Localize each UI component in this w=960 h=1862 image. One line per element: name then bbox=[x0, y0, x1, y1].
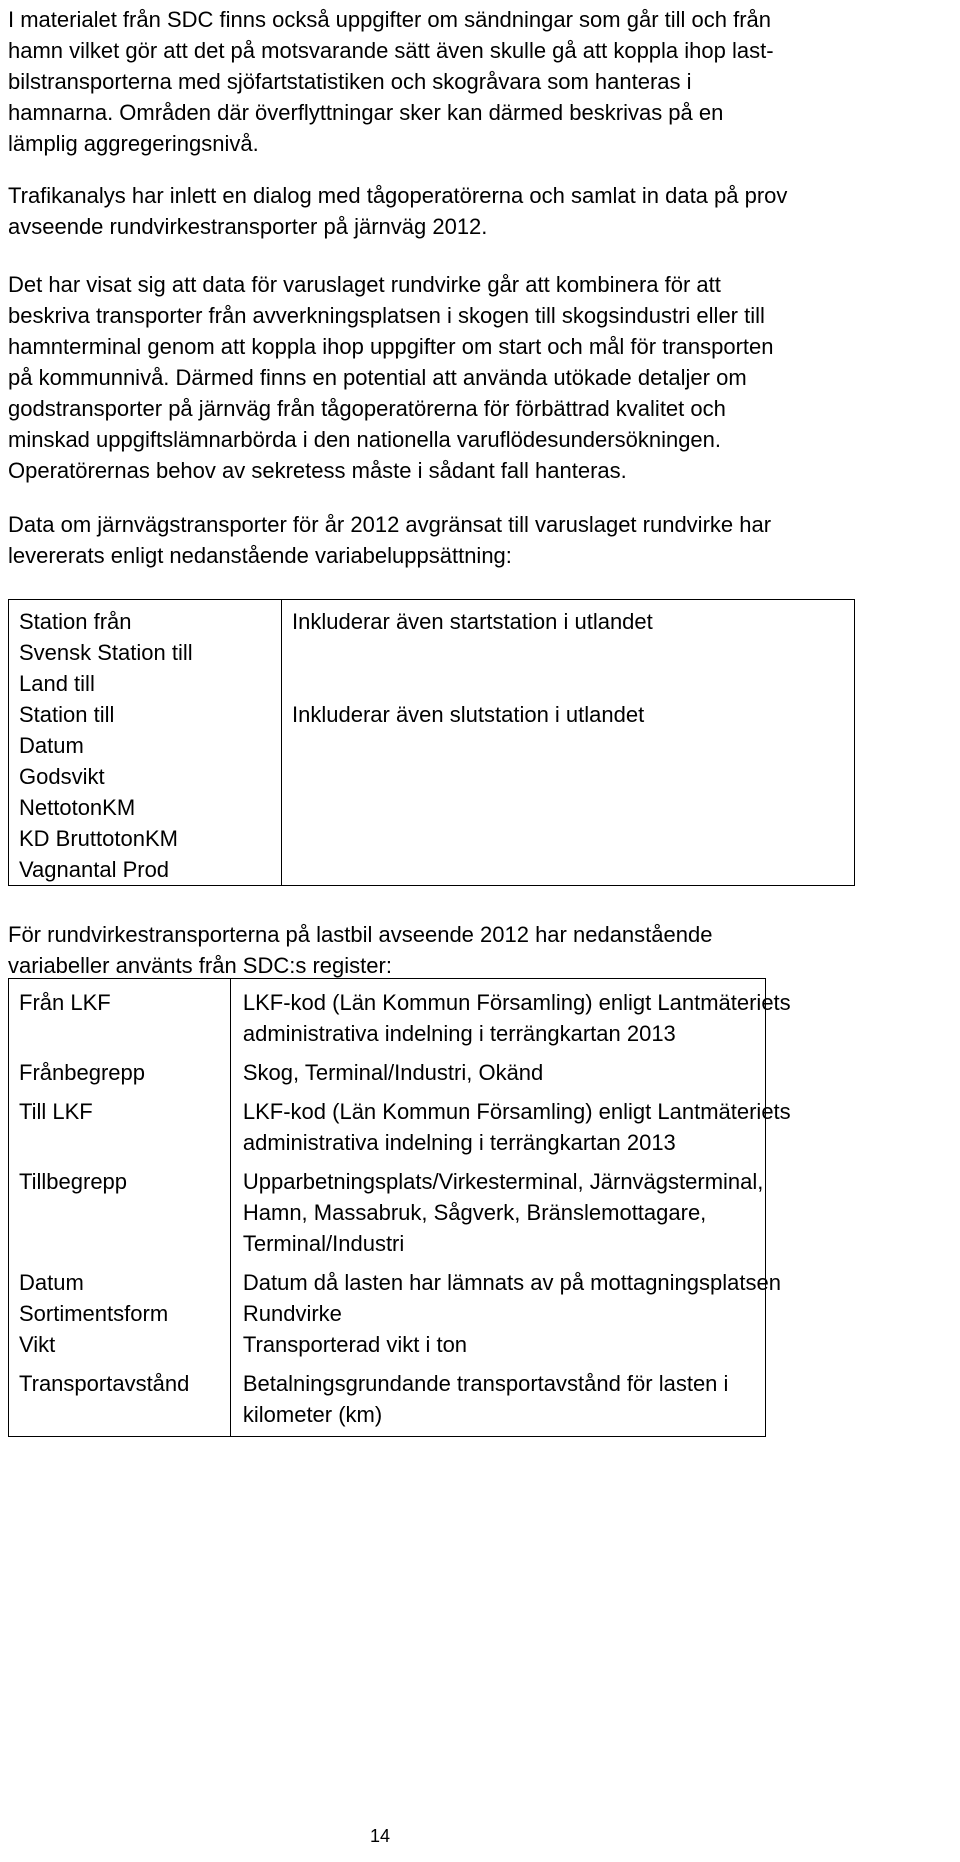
truck-description-line: LKF-kod (Län Kommun Församling) enligt Lantmäteriets bbox=[242, 1099, 791, 1124]
text-line: på kommunnivå. Därmed finns en potential att använda utökade detaljer om bbox=[8, 365, 747, 390]
table-row bbox=[9, 1049, 766, 1088]
truck-description-line: Datum då lasten har lämnats av på mottagningsplatsen bbox=[242, 1270, 781, 1295]
truck-description-line: kilometer (km) bbox=[242, 1402, 383, 1427]
truck-variable-label: Sortimentsform bbox=[19, 1301, 169, 1326]
rail-note: Inkluderar även slutstation i utlandet bbox=[292, 702, 645, 727]
truck-variable-label: Till LKF bbox=[19, 1099, 93, 1124]
rail-variable: Datum bbox=[19, 733, 84, 758]
text-line: Trafikanalys har inlett en dialog med tågoperatörerna och samlat in data på prov bbox=[8, 183, 788, 208]
rail-note bbox=[292, 792, 844, 823]
rail-note bbox=[292, 730, 844, 761]
paragraph-trafikanalys-dialog bbox=[8, 180, 948, 242]
rail-note bbox=[292, 854, 844, 885]
truck-variable bbox=[9, 1329, 231, 1360]
text-line: lämplig aggregeringsnivå. bbox=[8, 131, 259, 156]
rail-notes-column bbox=[282, 600, 855, 886]
rail-variables-column bbox=[9, 600, 282, 886]
truck-description-line: Hamn, Massabruk, Sågverk, Bränslemottagare, bbox=[242, 1200, 707, 1225]
rail-variable: Godsvikt bbox=[19, 764, 105, 789]
rail-variable: Land till bbox=[19, 671, 95, 696]
text-line: beskriva transporter från avverkningsplatsen i skogen till skogsindustri eller till bbox=[8, 303, 765, 328]
table-row bbox=[9, 1259, 766, 1298]
text-line: hamn vilket gör att det på motsvarande sätt även skulle gå att koppla ihop last- bbox=[8, 38, 774, 63]
truck-variable bbox=[9, 1259, 231, 1298]
rail-variable: Station från bbox=[19, 609, 132, 634]
truck-description bbox=[230, 1158, 765, 1259]
text-line: hamnarna. Områden där överflyttningar sker kan därmed beskrivas på en bbox=[8, 100, 724, 125]
table-row bbox=[9, 1158, 766, 1259]
rail-note: Inkluderar även startstation i utlandet bbox=[292, 609, 653, 634]
rail-note bbox=[292, 761, 844, 792]
truck-description-line: administrativa indelning i terrängkartan 2013 bbox=[242, 1021, 676, 1046]
rail-note bbox=[292, 823, 844, 854]
truck-variable-label: Vikt bbox=[19, 1332, 56, 1357]
truck-variable bbox=[9, 1088, 231, 1158]
truck-description bbox=[230, 1049, 765, 1088]
truck-description-line: Rundvirke bbox=[242, 1301, 342, 1326]
truck-variable bbox=[9, 1158, 231, 1259]
rail-variables-table bbox=[8, 599, 855, 886]
truck-variable bbox=[9, 1298, 231, 1329]
truck-description-line: Transporterad vikt i ton bbox=[242, 1332, 468, 1357]
rail-variable: Vagnantal Prod bbox=[19, 857, 170, 882]
truck-variable bbox=[9, 1360, 231, 1437]
text-line: minskad uppgiftslämnarbörda i den nationella varuflödesundersökningen. bbox=[8, 427, 722, 452]
paragraph-sdc-ports bbox=[8, 4, 948, 159]
paragraph-rundvirke-data bbox=[8, 269, 948, 486]
truck-variable-label: Transportavstånd bbox=[19, 1371, 190, 1396]
truck-description-line: Upparbetningsplats/Virkesterminal, Järnvägsterminal, bbox=[242, 1169, 764, 1194]
table-row bbox=[9, 1088, 766, 1158]
truck-description-line: Skog, Terminal/Industri, Okänd bbox=[242, 1060, 544, 1085]
rail-variable: Station till bbox=[19, 702, 115, 727]
truck-variables-table bbox=[8, 978, 791, 1437]
page-number: 14 bbox=[370, 1826, 391, 1846]
truck-variable-label: Frånbegrepp bbox=[19, 1060, 145, 1085]
paragraph-truck-intro bbox=[8, 919, 948, 981]
text-line: variabeller använts från SDC:s register: bbox=[8, 953, 392, 978]
truck-variable-label: Tillbegrepp bbox=[19, 1169, 128, 1194]
table-row bbox=[9, 1329, 766, 1360]
truck-description-line: Betalningsgrundande transportavstånd för lasten i bbox=[242, 1371, 729, 1396]
paragraph-rail-data-intro bbox=[8, 509, 948, 571]
truck-description bbox=[230, 1360, 765, 1437]
text-line: levererats enligt nedanstående variabeluppsättning: bbox=[8, 543, 512, 568]
truck-description bbox=[230, 1298, 765, 1329]
rail-note bbox=[292, 668, 844, 699]
truck-description bbox=[230, 1088, 791, 1158]
truck-variable bbox=[9, 979, 231, 1050]
rail-note bbox=[292, 637, 844, 668]
truck-variable-label: Från LKF bbox=[19, 990, 111, 1015]
text-line: avseende rundvirkestransporter på järnväg 2012. bbox=[8, 214, 488, 239]
truck-description bbox=[230, 1259, 781, 1298]
rail-variable: Svensk Station till bbox=[19, 640, 193, 665]
rail-variable: KD BruttotonKM bbox=[19, 826, 178, 851]
truck-description-line: LKF-kod (Län Kommun Församling) enligt Lantmäteriets bbox=[242, 990, 791, 1015]
text-line: bilstransporterna med sjöfartstatistiken och skogråvara som hanteras i bbox=[8, 69, 692, 94]
text-line: Operatörernas behov av sekretess måste i sådant fall hanteras. bbox=[8, 458, 627, 483]
truck-variable bbox=[9, 1049, 231, 1088]
text-line: hamnterminal genom att koppla ihop uppgifter om start och mål för transporten bbox=[8, 334, 774, 359]
table-row bbox=[9, 979, 766, 1050]
table-row bbox=[9, 1298, 766, 1329]
table-row bbox=[9, 1360, 766, 1437]
text-line: godstransporter på järnväg från tågoperatörerna för förbättrad kvalitet och bbox=[8, 396, 726, 421]
text-line: För rundvirkestransporterna på lastbil avseende 2012 har nedanstående bbox=[8, 922, 713, 947]
truck-description-line: Terminal/Industri bbox=[242, 1231, 405, 1256]
text-line: Det har visat sig att data för varuslaget rundvirke går att kombinera för att bbox=[8, 272, 721, 297]
rail-variable: NettotonKM bbox=[19, 795, 136, 820]
truck-description bbox=[230, 979, 791, 1050]
truck-description bbox=[230, 1329, 765, 1360]
text-line: I materialet från SDC finns också uppgifter om sändningar som går till och från bbox=[8, 7, 772, 32]
text-line: Data om järnvägstransporter för år 2012 avgränsat till varuslaget rundvirke har bbox=[8, 512, 772, 537]
truck-variable-label: Datum bbox=[19, 1270, 84, 1295]
truck-description-line: administrativa indelning i terrängkartan 2013 bbox=[242, 1130, 676, 1155]
